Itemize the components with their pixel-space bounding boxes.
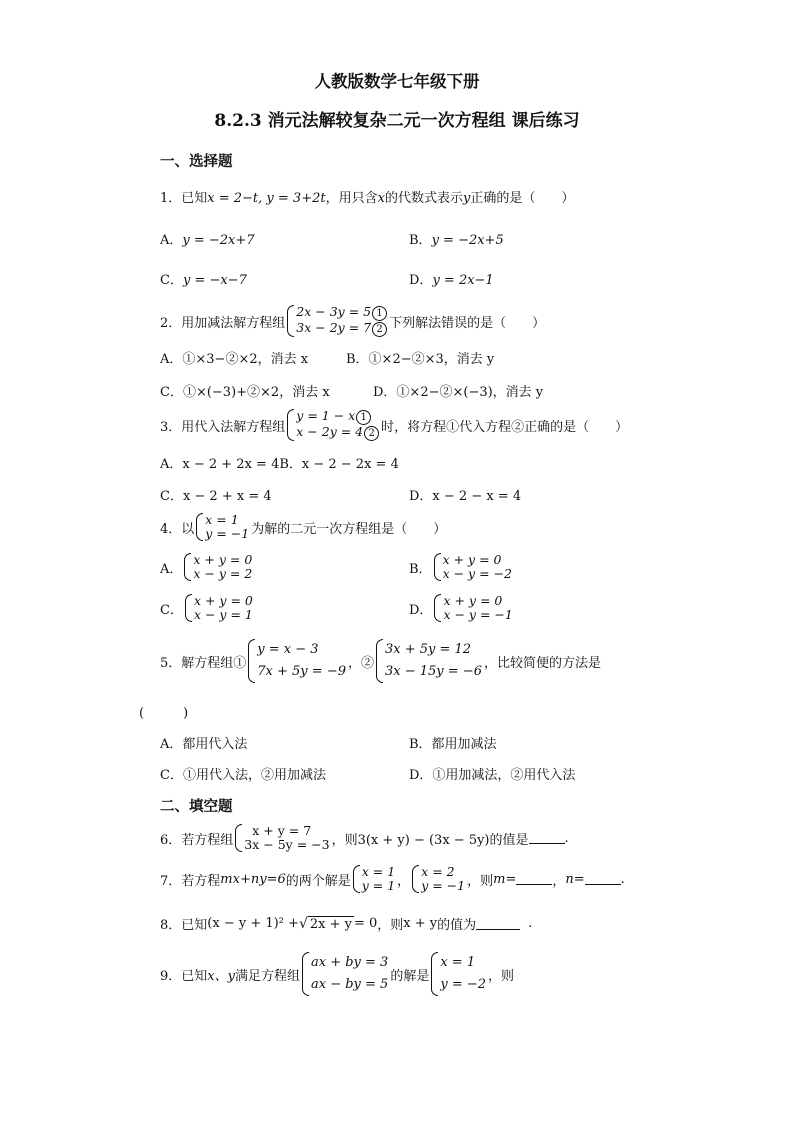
q9-eq1: ax + by = 3 xyxy=(310,955,389,970)
brace xyxy=(287,305,294,337)
q6-number: 6．若方程组 xyxy=(160,832,234,848)
q7-s2-eq2: y = −1 xyxy=(421,878,466,893)
brace xyxy=(196,513,203,541)
q3-option-d: D．x − 2 − x = 4 xyxy=(409,489,522,504)
q7-then: ，则 xyxy=(467,873,494,889)
q4-option-d-label: D． xyxy=(409,602,433,618)
q6-eq1: x + y = 7 xyxy=(252,823,312,838)
q1-option-c-label: C． xyxy=(160,273,183,288)
q1-option-c xyxy=(160,269,247,288)
q6-end: . xyxy=(564,830,569,846)
q4-eq1: x = 1 xyxy=(205,512,239,527)
q1-var-x: x xyxy=(377,191,385,206)
q2-option-c: C．①×(−3)+②×2，消去 x xyxy=(160,385,330,400)
q5-number: 5．解方程组① xyxy=(160,655,247,671)
q5-option-a: A．都用代入法 xyxy=(160,737,248,752)
q7-s1-eq2: y = 1 xyxy=(361,878,396,893)
q1-var-y: y xyxy=(462,191,471,206)
question-1 xyxy=(160,187,574,206)
q8-expr3: x + y xyxy=(403,916,438,931)
q8-text: ，则 xyxy=(377,918,404,933)
q3-eq1: y = 1 − x xyxy=(296,408,356,423)
brace xyxy=(434,553,441,581)
q7-s2-eq1: x = 2 xyxy=(421,864,455,879)
q5-s1-eq2: 7x + 5y = −9 xyxy=(257,664,346,679)
sqrt-icon: √ xyxy=(298,915,308,932)
q4-a-eq2: x − y = 2 xyxy=(193,566,253,581)
question-2 xyxy=(160,305,545,337)
q8-answer-blank[interactable] xyxy=(476,918,520,930)
q9-text2: 的解是 xyxy=(390,968,430,984)
brace xyxy=(235,824,242,852)
q5-answer-paren: ( ) xyxy=(139,706,189,721)
q5-s2-eq1: 3x + 5y = 12 xyxy=(385,642,472,657)
q4-option-c xyxy=(160,594,255,622)
q2-option-b: B．①×2−②×3，消去 y xyxy=(346,352,495,367)
brace xyxy=(376,639,383,683)
question-8 xyxy=(160,914,532,933)
circled-2: 2 xyxy=(364,426,379,441)
q4-solution xyxy=(196,513,249,541)
q7-equation: mx+ny=6 xyxy=(220,871,286,887)
q7-m-blank[interactable] xyxy=(516,873,552,885)
q1-option-b-label: B． xyxy=(409,233,432,248)
question-7 xyxy=(160,865,625,893)
q5-text: ，比较简便的方法是 xyxy=(483,655,601,671)
brace xyxy=(287,409,294,441)
q7-comma: ， xyxy=(552,873,566,889)
q6-eq2: 3x − 5y = −3 xyxy=(244,837,330,852)
q7-m-label: m= xyxy=(493,871,517,887)
brace xyxy=(353,865,360,893)
q1-option-d-label: D． xyxy=(409,273,433,288)
q4-b-eq1: x + y = 0 xyxy=(442,552,502,567)
q1-option-d xyxy=(409,269,494,288)
q9-eq2: ax − by = 5 xyxy=(310,977,389,992)
q1-condition: x = 2−t, y = 3+2t xyxy=(207,191,326,206)
q4-eq2: y = −1 xyxy=(205,526,250,541)
q8-expr1: (x − y + 1)² + xyxy=(207,916,299,931)
q8-sqrt-content: 2x + y xyxy=(309,916,352,932)
brace xyxy=(431,952,438,996)
q8-number: 8．已知 xyxy=(160,918,208,933)
question-6 xyxy=(160,824,569,852)
brace xyxy=(185,594,192,622)
q5-mid: ，② xyxy=(347,655,374,671)
q4-number: 4．以 xyxy=(160,521,195,537)
q2-text: 下列解法错误的是（ ） xyxy=(389,315,546,331)
q7-n-blank[interactable] xyxy=(585,873,621,885)
q3-option-ab: A．x − 2 + 2x = 4B．x − 2 − 2x = 4 xyxy=(160,457,399,472)
q4-d-eq1: x + y = 0 xyxy=(443,593,503,608)
q5-option-d: D．①用加减法，②用代入法 xyxy=(409,768,576,783)
q2-number: 2．用加减法解方程组 xyxy=(160,315,286,331)
q1-option-a-expr: y = −2x+7 xyxy=(182,233,255,248)
q5-s2-eq2: 3x − 15y = −6 xyxy=(385,664,482,679)
q7-end: . xyxy=(620,871,625,887)
q9-sol2: y = −2 xyxy=(440,977,487,992)
q9-text: 满足方程组 xyxy=(234,968,300,984)
q1-option-c-expr: y = −x−7 xyxy=(182,273,247,288)
q9-number: 9．已知 xyxy=(160,968,208,984)
q3-system xyxy=(287,409,379,441)
question-3 xyxy=(160,409,628,441)
q7-n-label: n= xyxy=(565,871,585,887)
q5-option-c: C．①用代入法，②用加减法 xyxy=(160,768,326,783)
brace xyxy=(302,952,309,996)
q2-system xyxy=(287,305,387,337)
q7-number: 7．若方程 xyxy=(160,873,221,889)
section-heading-choice: 一、选择题 xyxy=(160,153,233,170)
q5-option-b: B．都用加减法 xyxy=(409,737,497,752)
q6-answer-blank[interactable] xyxy=(529,832,565,844)
q4-d-eq2: x − y = −1 xyxy=(443,607,513,622)
brace xyxy=(412,865,419,893)
brace xyxy=(184,553,191,581)
q4-option-d xyxy=(409,594,515,622)
question-9 xyxy=(160,952,514,996)
q1-option-d-expr: y = 2x−1 xyxy=(432,273,494,288)
q1-option-a xyxy=(160,229,255,248)
q8-end: . xyxy=(528,916,533,931)
question-4 xyxy=(160,513,446,541)
q7-text: 的两个解是 xyxy=(285,873,351,889)
q5-s1-eq1: y = x − 3 xyxy=(257,642,319,657)
question-5 xyxy=(160,639,601,683)
circled-1: 1 xyxy=(356,410,371,425)
q3-eq2: x − 2y = 4 xyxy=(296,424,364,439)
document-subtitle: 8.2.3 消元法解较复杂二元一次方程组 课后练习 xyxy=(214,111,580,131)
q4-option-c-label: C． xyxy=(160,602,183,618)
q9-sol1: x = 1 xyxy=(440,955,476,970)
q2-option-d: D．①×2−②×(−3)，消去 y xyxy=(373,385,544,400)
q2-option-a: A．①×3−②×2，消去 x xyxy=(160,352,309,367)
q1-option-a-label: A． xyxy=(160,233,183,248)
q2-eq2: 3x − 2y = 7 xyxy=(296,320,372,335)
brace xyxy=(248,639,255,683)
q4-c-eq1: x + y = 0 xyxy=(193,593,253,608)
brace xyxy=(434,594,441,622)
q6-text: ，则3(x + y) − (3x − 5y)的值是 xyxy=(331,832,529,848)
q3-number: 3．用代入法解方程组 xyxy=(160,419,286,435)
q1-option-b-expr: y = −2x+5 xyxy=(431,233,504,248)
q4-option-a-label: A． xyxy=(160,561,183,577)
q4-c-eq2: x − y = 1 xyxy=(193,607,253,622)
q4-a-eq1: x + y = 0 xyxy=(193,552,253,567)
q9-end: ，则 xyxy=(488,968,515,984)
q4-option-b-label: B． xyxy=(409,561,432,577)
circled-2: 2 xyxy=(372,322,387,337)
q2-eq1: 2x − 3y = 5 xyxy=(296,304,372,319)
q7-s1-eq1: x = 1 xyxy=(361,864,396,879)
q4-option-a xyxy=(160,553,254,581)
q8-text2: 的值为 xyxy=(437,918,477,933)
section-heading-fill: 二、填空题 xyxy=(160,798,233,815)
q1-text3: 正确的是（ ） xyxy=(470,191,575,206)
q8-expr2: = 0 xyxy=(353,916,378,931)
q4-b-eq2: x − y = −2 xyxy=(442,566,512,581)
q4-text: 为解的二元一次方程组是（ ） xyxy=(251,521,447,537)
q1-number: 1．已知 xyxy=(160,191,208,206)
q1-option-b xyxy=(409,229,504,248)
q4-option-b xyxy=(409,553,514,581)
circled-1: 1 xyxy=(372,306,387,321)
q1-text2: 的代数式表示 xyxy=(384,191,463,206)
q1-text: ，用只含 xyxy=(325,191,378,206)
q3-option-c: C．x − 2 + x = 4 xyxy=(160,489,272,504)
q7-separator: ， xyxy=(397,873,411,889)
q3-text: 时，将方程①代入方程②正确的是（ ） xyxy=(381,419,629,435)
document-title: 人教版数学七年级下册 xyxy=(314,72,480,91)
q9-vars: x、y xyxy=(207,968,235,984)
